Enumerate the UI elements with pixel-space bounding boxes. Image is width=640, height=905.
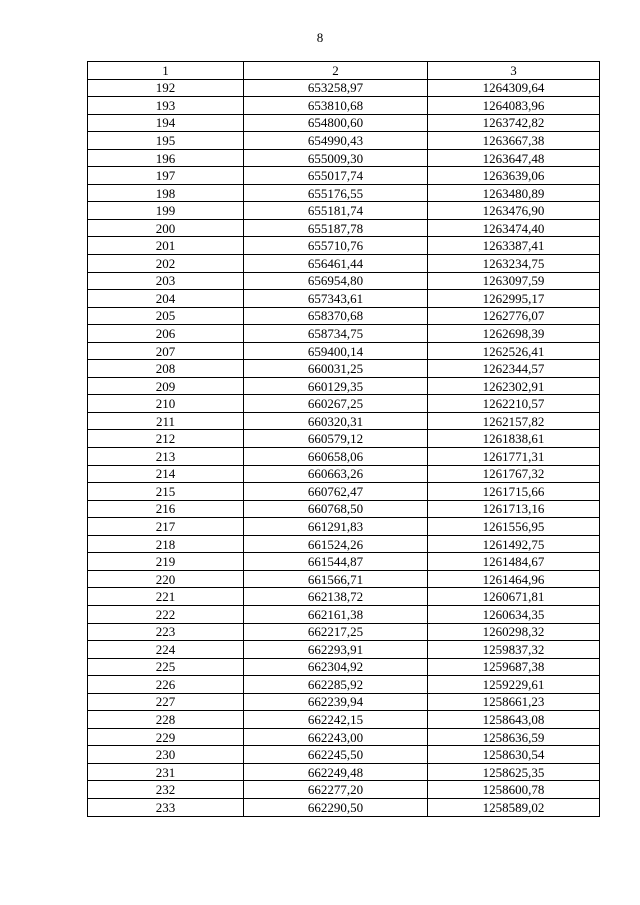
table-row (88, 237, 600, 255)
column-header-y: 3 (428, 62, 600, 80)
table-row (88, 114, 600, 132)
table-row (88, 132, 600, 150)
x-coordinate-cell: 662242,15 (244, 711, 428, 729)
point-number-cell: 208 (88, 360, 244, 378)
point-number-cell: 228 (88, 711, 244, 729)
table-row (88, 97, 600, 115)
y-coordinate-cell: 1258643,08 (428, 711, 600, 729)
table-row (88, 605, 600, 623)
x-coordinate-cell: 653810,68 (244, 97, 428, 115)
point-number-cell: 205 (88, 307, 244, 325)
x-coordinate-cell: 662161,38 (244, 605, 428, 623)
table-row (88, 395, 600, 413)
x-coordinate-cell: 660768,50 (244, 500, 428, 518)
point-number-cell: 210 (88, 395, 244, 413)
point-number-cell: 224 (88, 641, 244, 659)
table-row (88, 79, 600, 97)
column-header-number: 1 (88, 62, 244, 80)
table-row (88, 377, 600, 395)
y-coordinate-cell: 1261492,75 (428, 535, 600, 553)
table-row (88, 219, 600, 237)
table-row (88, 553, 600, 571)
y-coordinate-cell: 1262157,82 (428, 412, 600, 430)
x-coordinate-cell: 655176,55 (244, 184, 428, 202)
point-number-cell: 229 (88, 728, 244, 746)
table-row (88, 781, 600, 799)
table-row (88, 290, 600, 308)
x-coordinate-cell: 662277,20 (244, 781, 428, 799)
table-row (88, 272, 600, 290)
table-row (88, 746, 600, 764)
x-coordinate-cell: 662249,48 (244, 763, 428, 781)
point-number-cell: 233 (88, 798, 244, 816)
table-body (88, 79, 600, 816)
y-coordinate-cell: 1261771,31 (428, 448, 600, 466)
y-coordinate-cell: 1263387,41 (428, 237, 600, 255)
point-number-cell: 196 (88, 149, 244, 167)
point-number-cell: 232 (88, 781, 244, 799)
y-coordinate-cell: 1260298,32 (428, 623, 600, 641)
point-number-cell: 225 (88, 658, 244, 676)
point-number-cell: 220 (88, 570, 244, 588)
x-coordinate-cell: 662304,92 (244, 658, 428, 676)
x-coordinate-cell: 662138,72 (244, 588, 428, 606)
table-row (88, 641, 600, 659)
table-row (88, 763, 600, 781)
point-number-cell: 207 (88, 342, 244, 360)
point-number-cell: 223 (88, 623, 244, 641)
y-coordinate-cell: 1258600,78 (428, 781, 600, 799)
table-header-row (88, 62, 600, 80)
x-coordinate-cell: 660267,25 (244, 395, 428, 413)
point-number-cell: 209 (88, 377, 244, 395)
y-coordinate-cell: 1258636,59 (428, 728, 600, 746)
point-number-cell: 213 (88, 448, 244, 466)
y-coordinate-cell: 1263474,40 (428, 219, 600, 237)
y-coordinate-cell: 1260634,35 (428, 605, 600, 623)
x-coordinate-cell: 661524,26 (244, 535, 428, 553)
x-coordinate-cell: 656954,80 (244, 272, 428, 290)
table-row (88, 167, 600, 185)
table-row (88, 658, 600, 676)
y-coordinate-cell: 1260671,81 (428, 588, 600, 606)
point-number-cell: 192 (88, 79, 244, 97)
point-number-cell: 227 (88, 693, 244, 711)
point-number-cell: 212 (88, 430, 244, 448)
x-coordinate-cell: 654990,43 (244, 132, 428, 150)
table-row (88, 412, 600, 430)
point-number-cell: 206 (88, 325, 244, 343)
point-number-cell: 193 (88, 97, 244, 115)
x-coordinate-cell: 659400,14 (244, 342, 428, 360)
point-number-cell: 201 (88, 237, 244, 255)
point-number-cell: 204 (88, 290, 244, 308)
x-coordinate-cell: 661566,71 (244, 570, 428, 588)
y-coordinate-cell: 1259837,32 (428, 641, 600, 659)
x-coordinate-cell: 660579,12 (244, 430, 428, 448)
point-number-cell: 198 (88, 184, 244, 202)
x-coordinate-cell: 660031,25 (244, 360, 428, 378)
x-coordinate-cell: 653258,97 (244, 79, 428, 97)
x-coordinate-cell: 660658,06 (244, 448, 428, 466)
point-number-cell: 217 (88, 518, 244, 536)
y-coordinate-cell: 1262302,91 (428, 377, 600, 395)
point-number-cell: 211 (88, 412, 244, 430)
y-coordinate-cell: 1262995,17 (428, 290, 600, 308)
y-coordinate-cell: 1261767,32 (428, 465, 600, 483)
x-coordinate-cell: 660129,35 (244, 377, 428, 395)
table-row (88, 693, 600, 711)
y-coordinate-cell: 1258630,54 (428, 746, 600, 764)
y-coordinate-cell: 1262698,39 (428, 325, 600, 343)
x-coordinate-cell: 655187,78 (244, 219, 428, 237)
x-coordinate-cell: 655181,74 (244, 202, 428, 220)
table-row (88, 588, 600, 606)
y-coordinate-cell: 1263667,38 (428, 132, 600, 150)
point-number-cell: 216 (88, 500, 244, 518)
x-coordinate-cell: 654800,60 (244, 114, 428, 132)
point-number-cell: 219 (88, 553, 244, 571)
table-row (88, 184, 600, 202)
page-number: 8 (316, 30, 324, 45)
table-row (88, 465, 600, 483)
y-coordinate-cell: 1264309,64 (428, 79, 600, 97)
x-coordinate-cell: 662243,00 (244, 728, 428, 746)
table-row (88, 342, 600, 360)
y-coordinate-cell: 1263234,75 (428, 255, 600, 273)
y-coordinate-cell: 1261838,61 (428, 430, 600, 448)
x-coordinate-cell: 660663,26 (244, 465, 428, 483)
point-number-cell: 197 (88, 167, 244, 185)
point-number-cell: 202 (88, 255, 244, 273)
y-coordinate-cell: 1263097,59 (428, 272, 600, 290)
point-number-cell: 203 (88, 272, 244, 290)
table-row (88, 307, 600, 325)
table-row (88, 448, 600, 466)
column-header-x: 2 (244, 62, 428, 80)
y-coordinate-cell: 1261556,95 (428, 518, 600, 536)
y-coordinate-cell: 1263647,48 (428, 149, 600, 167)
y-coordinate-cell: 1263476,90 (428, 202, 600, 220)
y-coordinate-cell: 1263742,82 (428, 114, 600, 132)
x-coordinate-cell: 662290,50 (244, 798, 428, 816)
table-row (88, 360, 600, 378)
y-coordinate-cell: 1261484,67 (428, 553, 600, 571)
x-coordinate-cell: 662285,92 (244, 676, 428, 694)
x-coordinate-cell: 662245,50 (244, 746, 428, 764)
table-row (88, 798, 600, 816)
y-coordinate-cell: 1258661,23 (428, 693, 600, 711)
point-number-cell: 221 (88, 588, 244, 606)
x-coordinate-cell: 657343,61 (244, 290, 428, 308)
table-row (88, 676, 600, 694)
x-coordinate-cell: 661544,87 (244, 553, 428, 571)
x-coordinate-cell: 655710,76 (244, 237, 428, 255)
point-number-cell: 231 (88, 763, 244, 781)
x-coordinate-cell: 660762,47 (244, 483, 428, 501)
table-row (88, 570, 600, 588)
y-coordinate-cell: 1261713,16 (428, 500, 600, 518)
x-coordinate-cell: 658370,68 (244, 307, 428, 325)
y-coordinate-cell: 1258625,35 (428, 763, 600, 781)
y-coordinate-cell: 1262526,41 (428, 342, 600, 360)
table-row (88, 325, 600, 343)
y-coordinate-cell: 1259687,38 (428, 658, 600, 676)
point-number-cell: 222 (88, 605, 244, 623)
table-row (88, 483, 600, 501)
point-number-cell: 194 (88, 114, 244, 132)
point-number-cell: 230 (88, 746, 244, 764)
table-row (88, 711, 600, 729)
y-coordinate-cell: 1263480,89 (428, 184, 600, 202)
point-number-cell: 215 (88, 483, 244, 501)
x-coordinate-cell: 656461,44 (244, 255, 428, 273)
y-coordinate-cell: 1259229,61 (428, 676, 600, 694)
x-coordinate-cell: 660320,31 (244, 412, 428, 430)
x-coordinate-cell: 662239,94 (244, 693, 428, 711)
y-coordinate-cell: 1263639,06 (428, 167, 600, 185)
point-number-cell: 199 (88, 202, 244, 220)
point-number-cell: 226 (88, 676, 244, 694)
y-coordinate-cell: 1264083,96 (428, 97, 600, 115)
table-row (88, 149, 600, 167)
table-row (88, 255, 600, 273)
y-coordinate-cell: 1262776,07 (428, 307, 600, 325)
table-row (88, 728, 600, 746)
y-coordinate-cell: 1262210,57 (428, 395, 600, 413)
table-row (88, 518, 600, 536)
table-row (88, 535, 600, 553)
point-number-cell: 214 (88, 465, 244, 483)
point-number-cell: 218 (88, 535, 244, 553)
table-row (88, 500, 600, 518)
x-coordinate-cell: 662217,25 (244, 623, 428, 641)
x-coordinate-cell: 662293,91 (244, 641, 428, 659)
y-coordinate-cell: 1258589,02 (428, 798, 600, 816)
table-row (88, 430, 600, 448)
x-coordinate-cell: 655009,30 (244, 149, 428, 167)
x-coordinate-cell: 661291,83 (244, 518, 428, 536)
table-row (88, 202, 600, 220)
table-row (88, 623, 600, 641)
y-coordinate-cell: 1262344,57 (428, 360, 600, 378)
point-number-cell: 200 (88, 219, 244, 237)
x-coordinate-cell: 655017,74 (244, 167, 428, 185)
x-coordinate-cell: 658734,75 (244, 325, 428, 343)
y-coordinate-cell: 1261715,66 (428, 483, 600, 501)
point-number-cell: 195 (88, 132, 244, 150)
coordinates-table (87, 61, 600, 817)
y-coordinate-cell: 1261464,96 (428, 570, 600, 588)
